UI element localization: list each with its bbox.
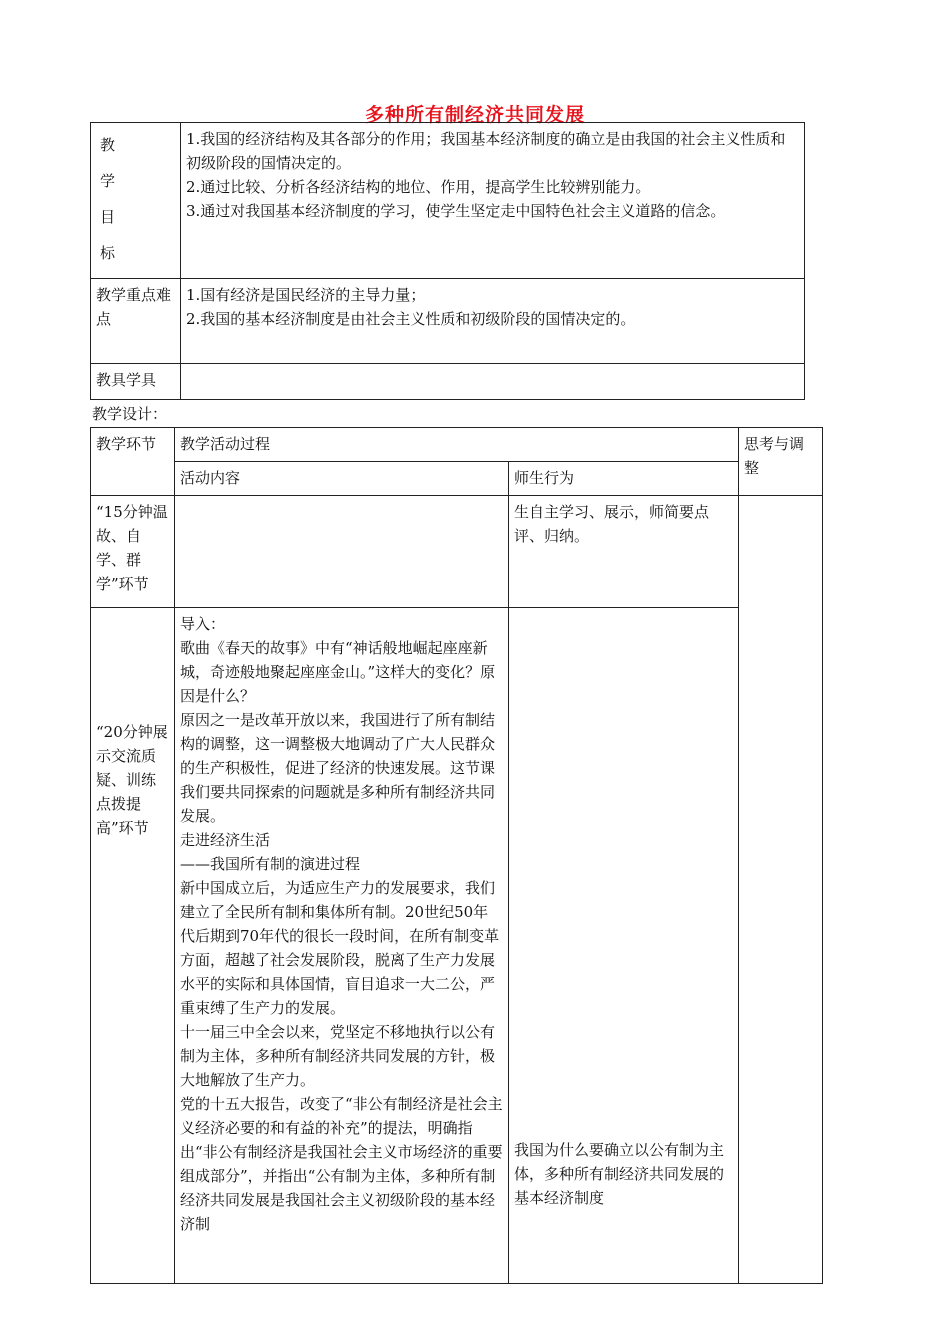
objectives-content <box>181 123 805 279</box>
key-point-item: 2.我国的基本经济制度是由社会主义性质和初级阶段的国情决定的。 <box>186 310 636 328</box>
behavior-cell <box>509 608 739 1284</box>
content-paragraph: 十一届三中全会以来，党坚定不移地执行以公有制为主体，多种所有制经济共同发展的方针，极大地解放了生产力。 <box>180 1023 496 1089</box>
content-paragraph: 歌曲《春天的故事》中有“神话般地崛起座座新城，奇迹般地聚起座座金山。”这样大的变化？原因是什么？ <box>180 639 496 705</box>
content-paragraph: ——我国所有制的演进过程 <box>180 855 361 873</box>
key-points-content <box>181 279 805 364</box>
objective-item: 1.我国的经济结构及其各部分的作用；我国基本经济制度的确立是由我国的社会主义性质和初级阶段的国情决定的。 <box>186 130 786 172</box>
page-title: 多种所有制经济共同发展 <box>364 104 585 126</box>
header-stage: 教学环节 <box>91 428 175 496</box>
content-paragraph: 导入： <box>180 615 226 633</box>
key-point-item: 1.国有经济是国民经济的主导力量； <box>186 286 426 304</box>
content-cell <box>175 496 509 608</box>
objectives-label-char: 教 <box>100 136 116 154</box>
objectives-label-char: 学 <box>100 172 116 190</box>
content-paragraph: 新中国成立后，为适应生产力的发展要求，我们建立了全民所有制和集体所有制。20世纪50年代后期到70年代的很长一段时间，在所有制变革方面，超越了社会发展阶段，脱离了生产力发展水平的实际和具体国情，盲目追求一大二公，严重束缚了生产力的发展。 <box>180 879 500 1017</box>
objectives-label-char: 目 <box>100 208 116 226</box>
content-paragraph: 党的十五大报告，改变了“非公有制经济是社会主义经济必要的和有益的补充”的提法，明确指出“非公有制经济是我国社会主义市场经济的重要组成部分”，并指出“公有制为主体，多种所有制经济共同发展是我国社会主义初级阶段的基本经济制 <box>180 1095 503 1233</box>
design-table <box>90 427 823 1284</box>
stage-text: “20分钟展示交流质疑、训练点拨提高”环节 <box>96 723 168 837</box>
behavior-cell: 生自主学习、展示，师简要点评、归纳。 <box>509 496 739 608</box>
content-cell <box>175 608 509 1284</box>
tools-label: 教具学具 <box>91 364 181 400</box>
reflect-cell <box>739 496 823 1284</box>
header-reflect: 思考与调整 <box>739 428 823 496</box>
header-content: 活动内容 <box>175 462 509 496</box>
objective-item: 3.通过对我国基本经济制度的学习，使学生坚定走中国特色社会主义道路的信念。 <box>186 202 726 220</box>
behavior-text: 我国为什么要确立以公有制为主体，多种所有制经济共同发展的基本经济制度 <box>514 1141 725 1207</box>
key-points-label: 教学重点难点 <box>91 279 181 364</box>
stage-cell <box>91 608 175 1284</box>
content-paragraph: 走进经济生活 <box>180 831 271 849</box>
objective-item: 2.通过比较、分析各经济结构的地位、作用，提高学生比较辨别能力。 <box>186 178 651 196</box>
objectives-table <box>90 122 805 400</box>
tools-value <box>181 364 805 400</box>
header-process: 教学活动过程 <box>175 428 739 462</box>
header-behavior: 师生行为 <box>509 462 739 496</box>
design-label: 教学设计： <box>92 405 168 423</box>
objectives-label <box>91 123 181 279</box>
objectives-label-char: 标 <box>100 244 116 262</box>
stage-cell: “15分钟温故、自学、群学”环节 <box>91 496 175 608</box>
content-paragraph: 原因之一是改革开放以来，我国进行了所有制结构的调整，这一调整极大地调动了广大人民群众的生产积极性，促进了经济的快速发展。这节课我们要共同探索的问题就是多种所有制经济共同发展。 <box>180 711 496 825</box>
